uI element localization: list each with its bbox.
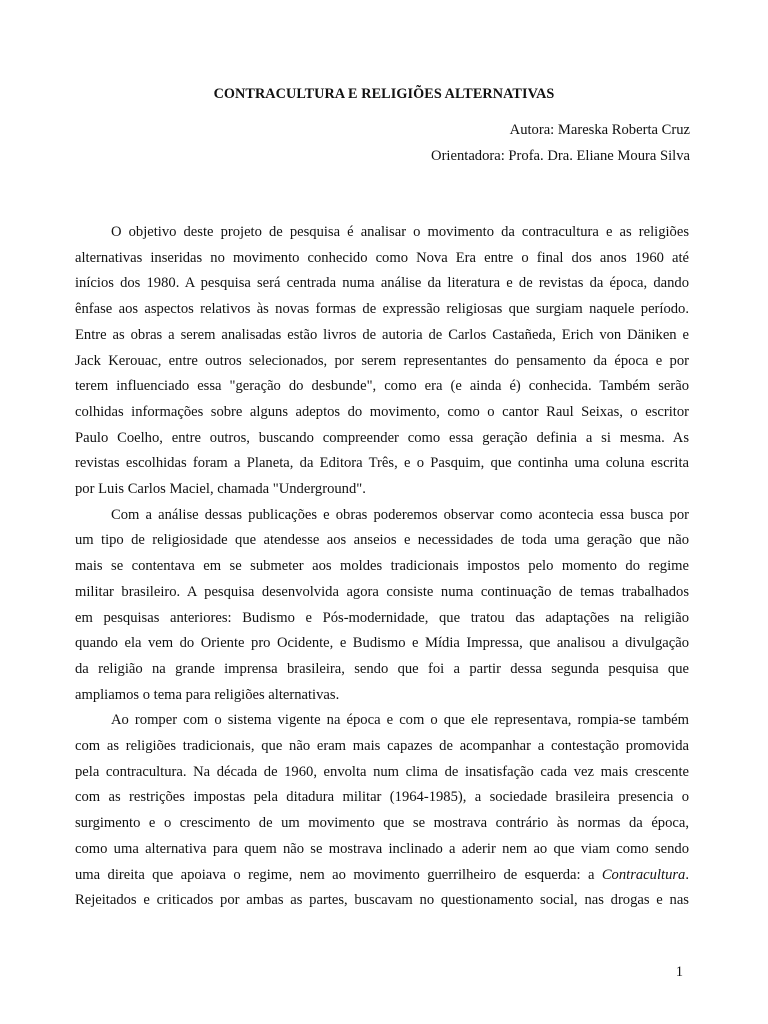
paragraph-line: inícios dos 1980. A pesquisa será centrada numa análise da literatura e de revistas da época, dando	[75, 275, 689, 292]
paragraph-line: colhidas informações sobre alguns adeptos do movimento, como o cantor Raul Seixas, o escritor	[75, 403, 689, 420]
paragraph-line: quando ela vem do Oriente pro Ocidente, e Budismo e Mídia Impressa, que analisou a divulgação	[75, 635, 689, 652]
paragraph-line: surgimento e o crescimento de um movimento que se mostrava contrário às normas da época,	[75, 815, 689, 832]
paragraph-line: Paulo Coelho, entre outros, buscando compreender como essa geração definia a si mesma. As	[75, 429, 689, 446]
page-number: 1	[675, 964, 683, 980]
paragraph-1	[75, 220, 689, 503]
paragraph-line: uma direita que apoiava o regime, nem ao movimento guerrilheiro de esquerda: a Contracultura.	[75, 866, 689, 883]
paragraph-line: revistas escolhidas foram a Planeta, da Editora Três, e o Pasquim, que continha uma coluna escrita	[75, 455, 689, 472]
paragraph-line: pela contracultura. Na década de 1960, envolta num clima de insatisfação cada vez mais crescente	[75, 763, 689, 780]
paragraph-line: ênfase aos aspectos relativos às novas formas de expressão religiosas que surgiam naquele período.	[75, 301, 689, 318]
paragraph-line: com as restrições impostas pela ditadura militar (1964-1985), a sociedade brasileira presencia o	[75, 789, 689, 806]
advisor-line: Orientadora: Profa. Dra. Eliane Moura Silva	[431, 148, 690, 164]
paragraph-line: da religião na grande imprensa brasileira, sendo que foi a partir dessa segunda pesquisa que	[75, 660, 689, 677]
paragraph-line: ampliamos o tema para religiões alternativas.	[75, 686, 340, 703]
paragraph-line: Com a análise dessas publicações e obras poderemos observar como acontecia essa busca por	[111, 506, 689, 523]
paragraph-line: um tipo de religiosidade que atendesse aos anseios e necessidades de toda uma geração que não	[75, 532, 689, 549]
paragraph-3	[75, 708, 689, 914]
paragraph-line: alternativas inseridas no movimento conhecido como Nova Era entre o final dos anos 1960 até	[75, 249, 689, 266]
paragraph-line: terem influenciado essa "geração do desbunde", como era (e ainda é) conhecida. Também serão	[75, 378, 689, 395]
paragraph-line: mais se contentava em se submeter aos moldes tradicionais impostos pelo momento do regime	[75, 558, 689, 575]
paragraph-line: com as religiões tradicionais, que não eram mais capazes de acompanhar a contestação promovida	[75, 738, 689, 755]
paragraph-line: como uma alternativa para quem não se mostrava inclinado a aderir nem ao que viam como sendo	[75, 840, 689, 857]
paragraph-line: por Luis Carlos Maciel, chamada "Underground".	[75, 481, 366, 498]
paragraph-line: O objetivo deste projeto de pesquisa é analisar o movimento da contracultura e as religiões	[111, 224, 689, 240]
paragraph-line: Ao romper com o sistema vigente na época e com o que ele representava, rompia-se também	[111, 712, 689, 729]
paragraph-line: Rejeitados e criticados por ambas as partes, buscavam no questionamento social, nas drogas e nas	[75, 892, 689, 909]
paragraph-line: em pesquisas anteriores: Budismo e Pós-modernidade, que tratou das adaptações na religião	[75, 609, 689, 626]
document-title: CONTRACULTURA E RELIGIÕES ALTERNATIVAS	[213, 86, 555, 102]
paragraph-line: Entre as obras a serem analisadas estão livros de autoria de Carlos Castañeda, Erich von Däniken e	[75, 326, 689, 343]
body-text	[75, 220, 689, 914]
paragraph-line: Jack Kerouac, entre outros selecionados, por serem representantes do pensamento da época e por	[75, 352, 689, 369]
author-line: Autora: Mareska Roberta Cruz	[509, 122, 690, 138]
paragraph-2	[75, 503, 689, 709]
paragraph-line: militar brasileiro. A pesquisa desenvolvida agora consiste numa continuação de temas trabalhados	[75, 583, 689, 600]
